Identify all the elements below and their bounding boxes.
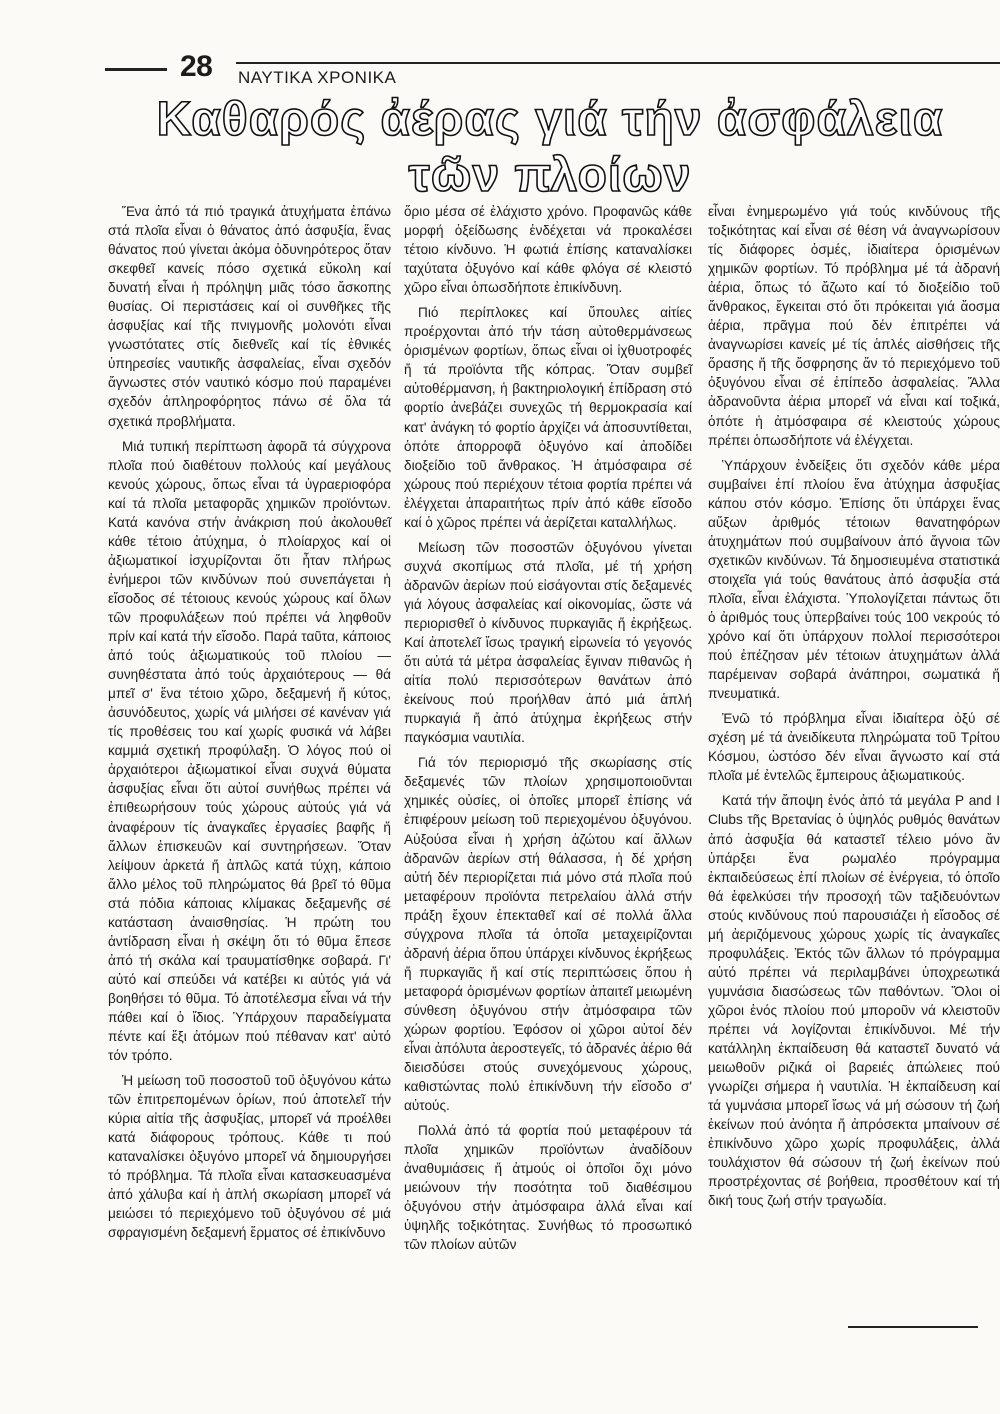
- paragraph: Πιό περίπλοκες καί ὕπουλες αἰτίες προέρχονται ἀπό τήν τάση αὐτοθερμάνσεως ὁρισμένων φορτίων, ὅπως εἶναι οἱ ἰχθυοτροφές ἤ τά προϊόντα τῆς κόπρας. Ὅταν συμβεῖ αὐτοθέρμανση, ἡ βακτηριολογική ἐπίδραση στό φορτίο ἀνεβάζει συνεχῶς τή θερμοκρασία καί κατ' ἀνάγκη τό φορτίο ἀρχίζει νά ἀποσυντίθεται, ὁπότε ἀπορροφᾶ ὀξυγόνο καί ἀποδίδει διοξείδιο τοῦ ἄνθρακος. Ἡ ἀτμόσφαιρα σέ χώρους πού περιέχουν τέτοια φορτία πρέπει νά ἐλέγχεται ἀπαραιτήτως πρίν ἀπό κάθε εἴσοδο καί ὁ χῶρος πρέπει νά ἀερίζεται καταλλήλως.: [404, 305, 692, 530]
- article-title: Καθαρός ἀέρας γιά τήν ἀσφάλεια τῶν πλοίων: [156, 93, 944, 202]
- paragraph: Ὑπάρχουν ἐνδείξεις ὅτι σχεδόν κάθε μέρα συμβαίνει ἐπί πλοίου ἕνα ἀτύχημα ἀσφυξίας κάπου στόν κόσμο. Ἐπίσης ὅτι ὑπάρχει ἕνας αὔξων ἀριθμός τέτοιων θανατηφόρων ἀτυχημάτων πού συμβαίνουν ἀπό ἄγνοια τῶν σχετικῶν κινδύνων. Τά δημοσιευμένα στατιστικά στοιχεῖα γιά τούς θανάτους ἀπό ἀσφυξία στά πλοῖα, εἶναι ἐλάχιστα. Ὑπολογίζεται πάντως ὅτι ὁ ἀριθμός τους ὑπερβαίνει τούς 100 νεκρούς τό χρόνο καί ὅτι ὑπάρχουν πολλοί περισσότεροι πού ἐπέζησαν μέν τέτοιων ἀτυχημάτων ἀλλά παρέμειναν σοβαρά ἀνάπηροι, σωματικά ἤ πνευματικά.: [708, 457, 1000, 702]
- paragraph: Γιά τόν περιορισμό τῆς σκωρίασης στίς δεξαμενές τῶν πλοίων χρησιμοποιοῦνται χημικές οὐσίες, οἱ ὁποῖες μπορεῖ ἐπίσης νά ἐπιφέρουν μείωση τοῦ περιεχομένου ὀξυγόνου. Αὐξούσα εἶναι ἡ χρήση ἀζώτου καί ἄλλων ἀδρανῶν ἀερίων στή θάλασσα, ἡ δέ χρήση αὐτή δέν περιορίζεται πιά μόνο στά πλοῖα πού μεταφέρουν προϊόντα πετρελαίου ἀλλά στήν πράξη ἔχουν ἐπεκταθεῖ καί σέ πολλά ἄλλα σύγχρονα πλοῖα τά ὁποῖα μεταχειρίζονται ἀδρανή ἀέρια ὅπου ὑπάρχει κίνδυνος ἐκρήξεως ἤ πυρκαγιᾶς ἤ καί στίς περιπτώσεις ὅπου ἡ μεταφορά ὁρισμένων φορτίων ἀπαιτεῖ μειωμένη σύνθεση ὀξυγόνου στήν ἀτμόσφαιρα τῶν χώρων φορτίου. Ἐφόσον οἱ χῶροι αὐτοί δέν εἶναι ἀπόλυτα ἀεροστεγεῖς, τό ἀδρανές ἀέριο θά διεισδύσει στούς συνεχόμενους χώρους, καθιστώντας πολύ ἐπικίνδυνη τήν εἴσοδο σ' αὐτούς.: [404, 755, 692, 1114]
- paragraph: Ἡ μείωση τοῦ ποσοστοῦ τοῦ ὀξυγόνου κάτω τῶν ἐπιτρεπομένων ὁρίων, πού ἀποτελεῖ τήν κύρια αἰτία τῆς ἀσφυξίας, μπορεῖ νά προέλθει κατά διάφορους τρόπους. Κάθε τι πού καταναλίσκει ὀξυγόνο μπορεῖ νά δημιουργήσει τό πρόβλημα. Τά πλοῖα εἶναι κατασκευασμένα ἀπό χάλυβα καί ἡ ἁπλή σκωρίαση μπορεῖ νά μειώσει τό περιεχόμενο τοῦ ὀξυγόνου σέ μιά σφραγισμένη δεξαμενή ἕρματος σέ ἐπικίνδυνο: [108, 1073, 391, 1241]
- article-column-3: [708, 202, 1000, 1332]
- paragraph: Κατά τήν ἄποψη ἑνός ἀπό τά μεγάλα P and I Clubs τῆς Βρετανίας ὁ ὑψηλός ρυθμός θανάτων ἀπό ἀσφυξία θά καταστεῖ τέλειο μόνο ἄν ὑπάρξει ἕνα ρωμαλέο πρόγραμμα ἐκπαιδεύσεως ἐπί πλοίων σέ ἐνέργεια, τό ὁποῖο θά ἑφελκύσει τήν προσοχή τῶν ταξιδευόντων στούς κινδύνους πού παρουσιάζει ἡ εἴσοδος σέ μή ἀεριζόμενους χώρους χωρίς τίς ἀναγκαῖες προφυλάξεις. Ἐκτός τῶν ἄλλων τό πρόγραμμα αὐτό πρέπει νά περιλαμβάνει ὑποχρεωτικά γυμνάσια διασώσεως τῶν παθόντων. Ὅλοι οἱ χῶροι ἑνός πλοίου πού μποροῦν νά κλειστοῦν πρέπει νά λογίζονται ἐπικίνδυνοι. Μέ τήν κατάλληλη ἐκπαίδευση θά καταστεῖ δυνατό νά μειωθοῦν ριζικά οἱ βαρειές ἀπώλειες πού γνωρίζει σήμερα ἡ ναυτιλία. Ἡ ἐκπαίδευση καί τά γυμνάσια μπορεῖ ἴσως νά μή σώσουν τή ζωή ἐκείνων πού ἀνόητα ἤ ἀπρόσεκτα μπαίνουν σέ ἐπικίνδυνο χῶρο χωρίς προφυλάξεις, ἀλλά τουλάχιστον θά σώσουν τή ζωή ἐκείνων πού προστρέχοντας σέ βοήθεια, προσθέτουν καί τή δική τους ζωή στήν τραγωδία.: [708, 793, 1000, 1209]
- article-end-rule: [848, 1326, 978, 1328]
- paragraph: Ἐνῶ τό πρόβλημα εἶναι ἰδιαίτερα ὀξύ σέ σχέση μέ τά ἀνειδίκευτα πληρώματα τοῦ Τρίτου Κόσμου, ὡστόσο δέν εἶναι ἄγνωστο καί στά πλοῖα μέ ἐντελῶς ἔμπειρους ἀξιωματικούς.: [708, 711, 1000, 784]
- header-rule: [236, 62, 1000, 64]
- article-column-1: [108, 202, 391, 1249]
- paragraph: εἶναι ἐνημερωμένο γιά τούς κινδύνους τῆς τοξικότητας καί εἶναι σέ θέση νά ἀναγνωρίσουν τίς διάφορες ὀσμές, ἰδιαίτερα ὁρισμένων χημικῶν φορτίων. Τό πρόβλημα μέ τά ἀδρανή ἀέρια, ὅπως τό ἄζωτο καί τό διοξείδιο τοῦ ἄνθρακος, ἔγκειται στό ὅτι πρόκειται γιά ἄοσμα ἀέρια, πρᾶγμα πού δέν ἐπιτρέπει νά ἀναγνωρίσει κανείς μέ τίς ἁπλές αἰσθήσεις τῆς ὅρασης ἤ τῆς ὄσφρησης ἄν τό περιεχόμενο τοῦ ὀξυγόνου εἶναι σέ ἐπίπεδο ἀσφαλείας. Ἄλλα ἀδρανοῦντα ἀέρια μπορεῖ νά εἶναι καί τοξικά, ὁπότε ἡ ἀτμόσφαιρα σέ κλειστούς χώρους πρέπει ὁπωσδήποτε νά ἐλέγχεται.: [708, 204, 1000, 448]
- article-column-2: [404, 202, 692, 1261]
- page-number: 28: [180, 50, 213, 83]
- header-rule-left: [105, 68, 167, 71]
- paragraph: Πολλά ἀπό τά φορτία πού μεταφέρουν τά πλοῖα χημικῶν προϊόντων ἀναδίδουν ἀναθυμιάσεις ἤ ἀτμούς οἱ ὁποῖοι ὄχι μόνο μειώνουν τήν ποσότητα τοῦ διαθέσιμου ὀξυγόνου στήν ἀτμόσφαιρα ἀλλά εἶναι καί ὑψηλῆς τοξικότητας. Συνήθως τό προσωπικό τῶν πλοίων αὐτῶν: [404, 1123, 692, 1253]
- paragraph: Ἕνα ἀπό τά πιό τραγικά ἀτυχήματα ἐπάνω στά πλοῖα εἶναι ὁ θάνατος ἀπό ἀσφυξία, ἕνας θάνατος πού γίνεται ἀκόμα ὀδυνηρότερος ὅταν σκεφθεῖ κανείς πόσο σχετικά εὔκολη καί δυνατή εἶναι ἡ πρόληψη μιᾶς τόσο ἄσκοπης θυσίας. Οἱ περιστάσεις καί οἱ συνθῆκες τῆς ἀσφυξίας καί τῆς πνιγμονῆς μολονότι εἶναι γνωστότατες στίς διεθνεῖς καί τίς ἐθνικές ὑπηρεσίες ναυτικῆς ἀσφαλείας, εἶναι σχεδόν ἄγνωστες στόν ναυτικό κόσμο πού παραμένει σχεδόν ἀπληροφόρητος πάνω σέ ὅλα τά σχετικά προβλήματα.: [108, 204, 391, 429]
- publication-name: ΝΑΥΤΙΚΑ ΧΡΟΝΙΚΑ: [238, 68, 397, 87]
- paragraph: ὅριο μέσα σέ ἐλάχιστο χρόνο. Προφανῶς κάθε μορφή ὀξείδωσης ἐνδέχεται νά προκαλέσει τέτοιο κίνδυνο. Ἡ φωτιά ἐπίσης καταναλίσκει ταχύτατα ὀξυγόνο καί κάθε φλόγα σέ κλειστό χῶρο εἶναι ὁπωσδήποτε ἐπικίνδυνη.: [404, 204, 692, 296]
- paragraph: Μείωση τῶν ποσοστῶν ὀξυγόνου γίνεται συχνά σκοπίμως στά πλοῖα, μέ τή χρήση ἀδρανῶν ἀερίων πού εἰσάγονται στίς δεξαμενές γιά λόγους ἀσφαλείας καί οἰκονομίας, ὥστε νά περιορισθεῖ ὁ κίνδυνος πυρκαγιᾶς ἤ ἐκρήξεως. Καί ἀποτελεῖ ἴσως τραγική εἰρωνεία τό γεγονός ὅτι αὐτά τά μέτρα ἀσφαλείας ἔγιναν πιθανῶς ἡ αἰτία πολύ περισσότερων θανάτων ἀπό ἐκείνους πού προήλθαν ἀπό μιά ἁπλή πυρκαγιά ἤ ἀπό ἀτύχημα ἐκρήξεως στήν παγκόσμια ναυτιλία.: [404, 539, 692, 746]
- paragraph: Μιά τυπική περίπτωση ἀφορᾶ τά σύγχρονα πλοῖα πού διαθέτουν πολλούς καί μεγάλους κενούς χώρους, ὅπως εἶναι τά ὑγραεριοφόρα καί τά πλοῖα μεταφορᾶς χημικῶν προϊόντων. Κατά κανόνα στήν ἀνάκριση πού ἀκολουθεῖ κάθε τέτοιο ἀτύχημα, ὁ πλοίαρχος καί οἱ ἀξιωματικοί ἰσχυρίζονται ὅτι ἦταν πλήρως ἐνήμεροι τῶν κινδύνων πού συνεπάγεται ἡ εἴσοδος σέ τέτοιους κενούς χώρους καί ὅλων τῶν προφυλάξεων πού πρέπει νά ληφθοῦν πρίν καί κατά τήν εἴσοδο. Παρά ταῦτα, κάποιος ἀπό τούς ἀξιωματικούς τοῦ πλοίου — συνηθέστατα ἀπό τούς ἀρχαιότερους — θά μπεῖ σ' ἕνα τέτοιο χῶρο, δεξαμενή ἤ κύτος, ἀσυνόδευτος, χωρίς νά μιλήσει σέ κανέναν γιά τίς προθέσεις του καί χωρίς φυσικά νά λάβει καμμιά σχετική προφύλαξη. Ὁ λόγος πού οἱ ἀρχαιότεροι ἀξιωματικοί εἶναι συχνά θύματα ἀσφυξίας εἶναι ὅτι αὐτοί συνήθως πρέπει νά ἐπιθεωρήσουν τούς χώρους αὐτούς γιά νά ἀναφέρουν τίς ἀναγκαῖες ἐργασίες βαφῆς ἤ ἄλλων ἐπισκευῶν καί συντηρήσεων. Ὅταν λείψουν ἀρκετά ἤ ἁπλῶς κατά τύχη, κάποιο ἄλλο μέλος τοῦ πληρώματος θά βρεῖ τό θῦμα στά πόδια κάποιας κλίμακας δεξαμενῆς σέ κατάσταση ἀναισθησίας. Ἡ πρώτη του ἀντίδραση εἶναι ἡ σκέψη ὅτι τό θῦμα ἔπεσε ἀπό τή σκάλα καί τραυματίσθηκε σοβαρά. Γι' αὐτό καί σπεύδει νά κατέβει κι αὐτός γιά νά βοηθήσει τό θῦμα. Τό ἀποτέλεσμα εἶναι νά τήν πάθει καί ὁ ἴδιος. Ὑπάρχουν παραδείγματα πέντε καί ἕξι ἀτόμων πού πέθαναν κατ' αὐτό τόν τρόπο.: [108, 438, 391, 1064]
